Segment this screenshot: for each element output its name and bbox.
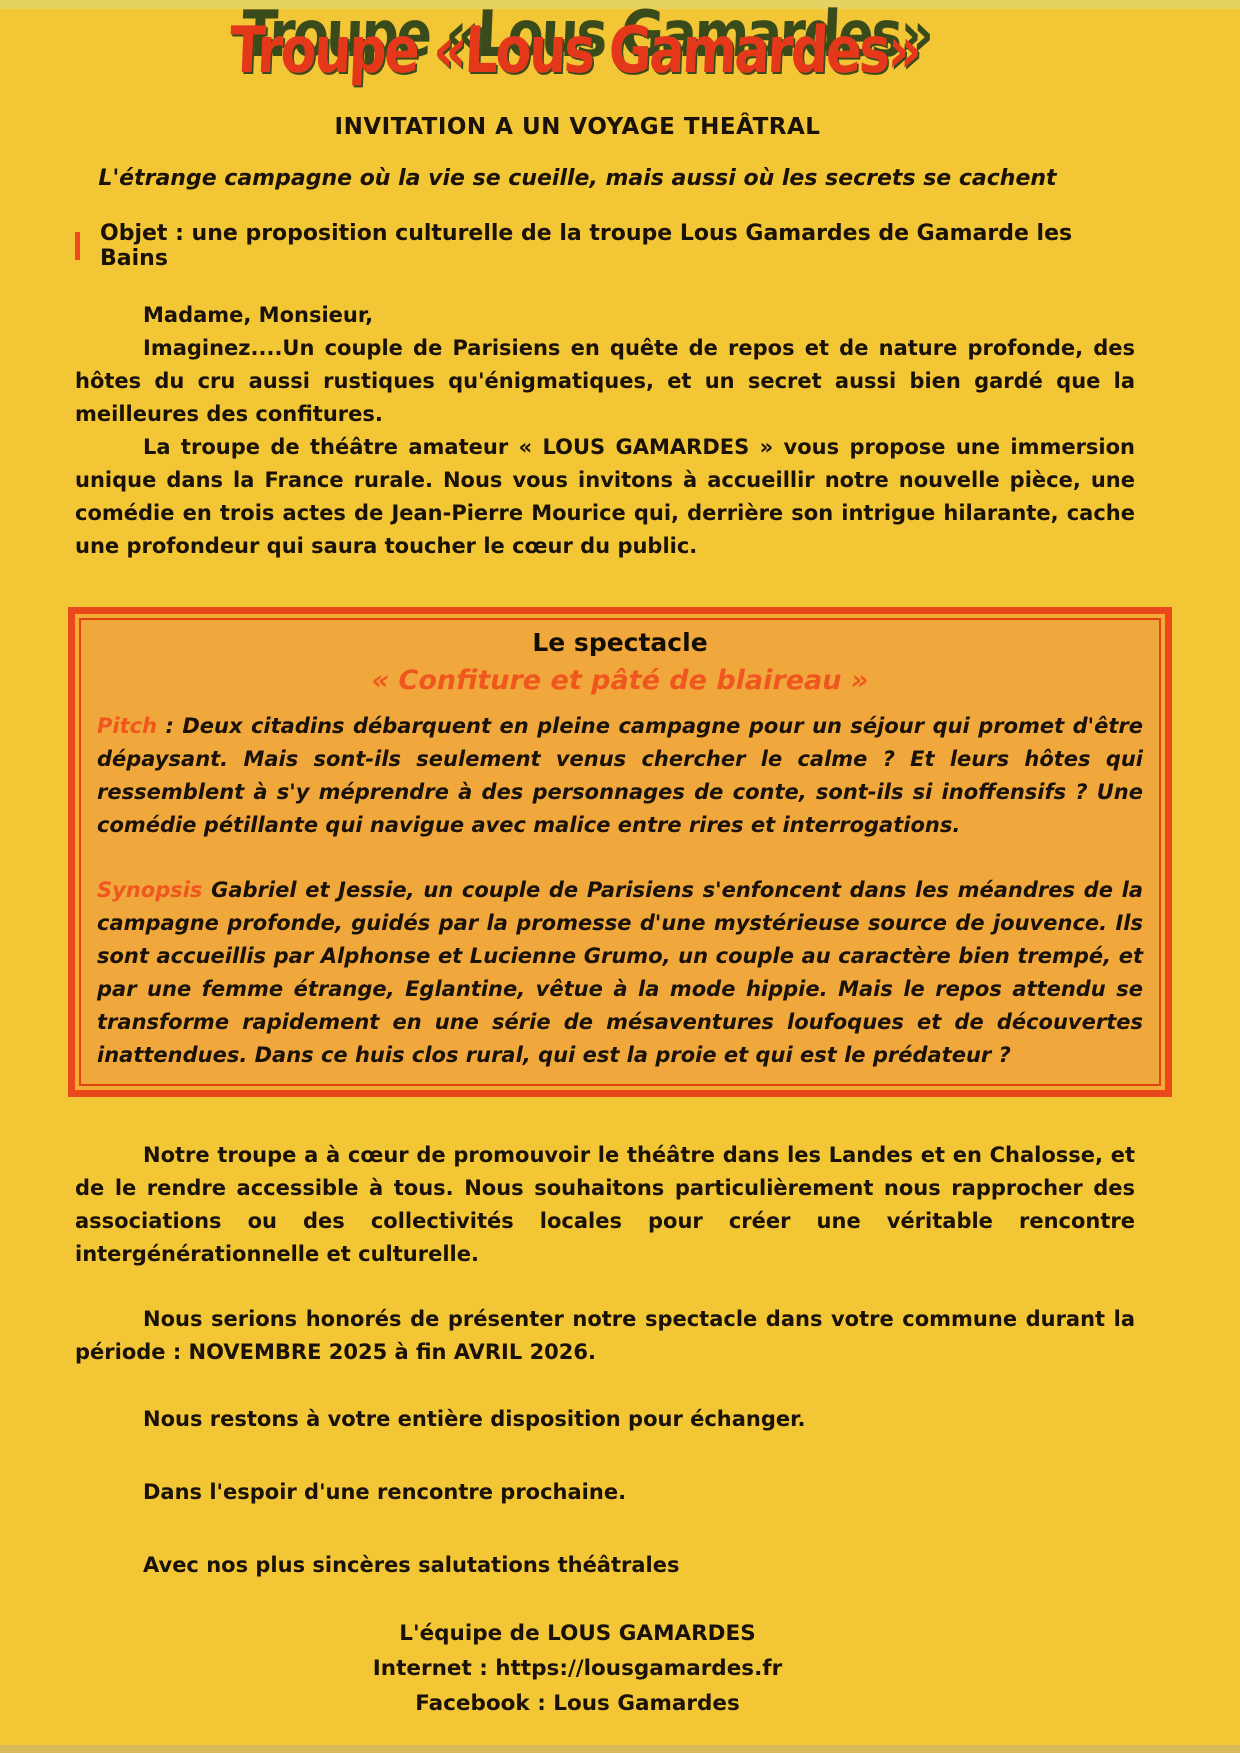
- spectacle-subtitle: « Confiture et pâté de blaireau »: [371, 665, 869, 697]
- spectacle-title: Le spectacle: [532, 628, 708, 658]
- disposition-line: Nous restons à votre entière disposition pour échanger.: [143, 1407, 806, 1432]
- pitch-paragraph: [97, 710, 1143, 842]
- salutation: Madame, Monsieur,: [143, 303, 374, 328]
- footer-team: L'équipe de LOUS GAMARDES: [399, 1621, 756, 1647]
- troupe-logo: Troupe «Lous Gamardes»: [228, 14, 922, 88]
- objet-red-marker: [75, 232, 80, 260]
- objet-line: [75, 221, 1135, 271]
- objet-text: Objet : une proposition culturelle de la troupe Lous Gamardes de Gamarde les Bains: [100, 221, 1073, 272]
- synopsis-paragraph: [97, 874, 1143, 1072]
- espoir-line: Dans l'espoir d'une rencontre prochaine.: [143, 1480, 627, 1505]
- intro-paragraph-1: Imaginez....Un couple de Parisiens en quête de repos et de nature profonde, des hôtes du cru aussi rustiques qu'énigmatiques, et un secret aussi bien gardé que la meilleures des confitures.: [75, 336, 1135, 427]
- pitch-label: Pitch: [97, 714, 158, 739]
- intro-paragraph-2-prefix: La troupe de théâtre amateur: [143, 435, 519, 460]
- period-paragraph: Nous serions honorés de présenter notre spectacle dans votre commune durant la période : NOVEMBRE 2025 à fin AVRIL 2026.: [75, 1307, 1135, 1365]
- invitation-title: INVITATION A UN VOYAGE THEÂTRAL: [334, 114, 821, 141]
- mission-paragraph: Notre troupe a à cœur de promouvoir le théâtre dans les Landes et en Chalosse, et de le rendre accessible à tous. Nous souhaitons particulièrement nous rapprocher des associations ou des collectivités locales pour créer une véritable rencontre intergénérationnelle et culturelle.: [75, 1143, 1135, 1267]
- footer-internet: Internet : https://lousgamardes.fr: [372, 1656, 783, 1682]
- scan-bottom-edge: [0, 1745, 1240, 1753]
- troupe-name-emphasis: « LOUS GAMARDES »: [518, 435, 774, 460]
- synopsis-text: Gabriel et Jessie, un couple de Parisiens s'enfoncent dans les méandres de la campagne profonde, guidés par la promesse d'une mystérieuse source de jouvence. Ils sont accueillis par Alphonse et Lucienne Grumo, un couple au caractère bien trempé, et par une femme étrange, Eglantine, vêtue à la mode hippie. Mais le repos attendu se transforme rapidement en une série de mésaventures loufoques et de découvertes inattendues. Dans ce huis clos rural, qui est la proie et qui est le prédateur ?: [97, 878, 1143, 1068]
- spectacle-box: [68, 607, 1172, 1097]
- salutations-line: Avec nos plus sincères salutations théâtrales: [143, 1553, 680, 1578]
- footer: [20, 1616, 1135, 1721]
- pitch-text: : Deux citadins débarquent en pleine campagne pour un séjour qui promet d'être dépaysant. Mais sont-ils seulement venus chercher le calme ? Et leurs hôtes qui ressemblent à s'y méprendre à des personnages de conte, sont-ils si inoffensifs ? Une comédie pétillante qui navigue avec malice entre rires et interrogations.: [97, 714, 1143, 838]
- synopsis-label: Synopsis: [97, 878, 203, 903]
- scan-top-edge: [0, 0, 1240, 9]
- troupe-logo-row: [15, 0, 1135, 86]
- footer-facebook: Facebook : Lous Gamardes: [415, 1691, 740, 1717]
- tagline: L'étrange campagne où la vie se cueille, mais aussi où les secrets se cachent: [98, 166, 1057, 192]
- intro-paragraph-2-suffix: vous propose une immersion unique dans la France rurale. Nous vous invitons à accueillir notre nouvelle pièce, une comédie en trois actes de Jean-Pierre Mourice qui, derrière son intrigue hilarante, cache une profondeur qui saura toucher le cœur du public.: [75, 435, 1136, 559]
- intro-paragraph-2: [75, 431, 1135, 563]
